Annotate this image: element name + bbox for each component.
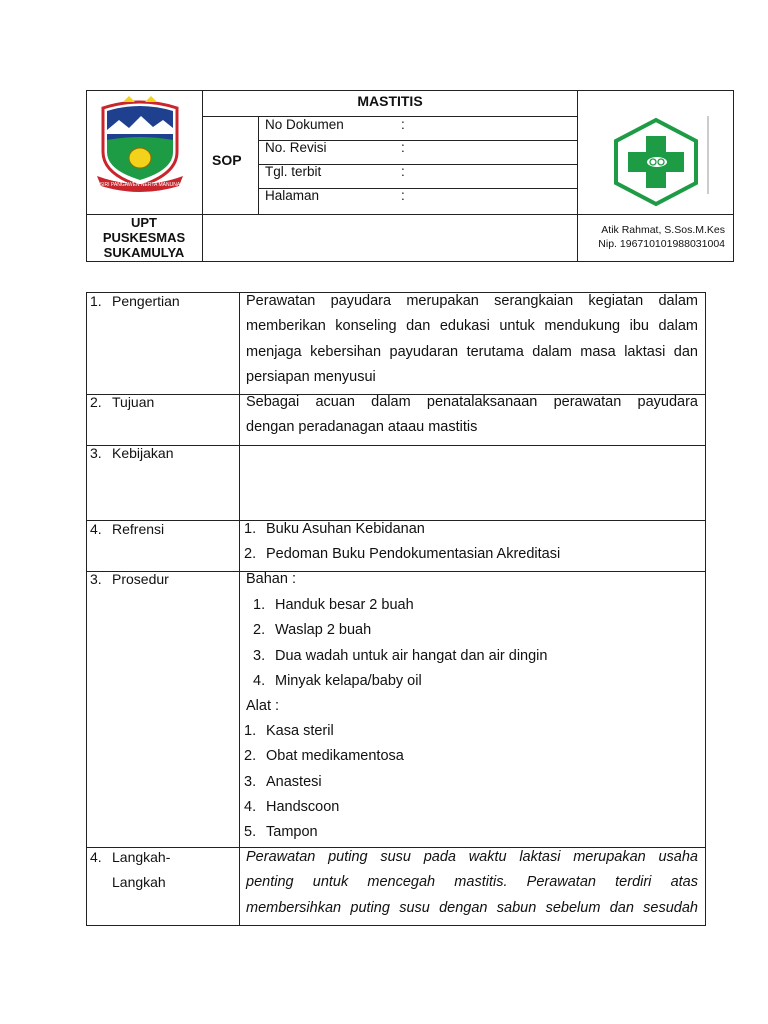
signer-name: Atik Rahmat, S.Sos.M.Kes <box>601 224 725 236</box>
section-pengertian-content <box>246 289 698 390</box>
pengertian-line-3: menjaga kebersihan payudaran terutama dalam masa laktasi dan <box>246 343 698 360</box>
pengertian-line-2: memberikan konseling dan edukasi untuk mendukung ibu dalam <box>246 318 698 335</box>
pengertian-line-4: persiapan menyusui <box>246 368 376 385</box>
list-item: 1. Buku Asuhan Kebidanan <box>244 521 425 537</box>
org-line-1: UPT <box>131 215 157 230</box>
section-langkah-label: 4. Langkah- Langkah <box>90 849 171 890</box>
sop-label: SOP <box>212 152 242 168</box>
meta-tgl-terbit-colon: : <box>401 164 405 179</box>
section-prosedur-label: 3. Prosedur <box>90 571 169 587</box>
section-pengertian-label: 1. Pengertian <box>90 293 180 309</box>
section-langkah-content <box>246 845 698 921</box>
pengertian-line-1: Perawatan payudara merupakan serangkaian kegiatan dalam <box>246 293 698 309</box>
alat-list <box>244 719 404 845</box>
meta-halaman-label: Halaman <box>265 188 320 203</box>
list-item: 4. Minyak kelapa/baby oil <box>253 672 422 689</box>
list-item: 1. Kasa steril <box>244 723 334 739</box>
section-tujuan-label: 2. Tujuan <box>90 394 155 410</box>
tujuan-line-1: Sebagai acuan dalam penatalaksanaan perawatan payudara <box>246 394 698 410</box>
prosedur-content <box>246 567 296 592</box>
langkah-line-2: penting untuk mencegah mastitis. Perawatan terdiri atas <box>246 874 698 891</box>
tujuan-line-2: dengan peradanagan ataau mastitis <box>246 419 478 436</box>
refrensi-list <box>244 517 560 568</box>
signer-block <box>580 223 725 251</box>
org-line-2: PUSKESMAS <box>102 230 186 245</box>
section-tujuan-content <box>246 390 698 441</box>
list-item: 1. Handuk besar 2 buah <box>253 597 414 613</box>
document-title: MASTITIS <box>357 93 423 109</box>
list-item: 2. Pedoman Buku Pendokumentasian Akreditasi <box>244 546 561 563</box>
meta-halaman-colon: : <box>401 188 405 203</box>
signer-nip: Nip. 196710101988031004 <box>598 238 725 250</box>
org-name <box>86 215 202 260</box>
alat-heading: Alat : <box>246 698 280 714</box>
svg-text:SIRI PANGAWEN NERTA MANUNA: SIRI PANGAWEN NERTA MANUNA <box>99 182 181 188</box>
list-item: 2. Obat medikamentosa <box>244 748 404 765</box>
puskesmas-logo <box>608 116 712 208</box>
list-item: 2. Waslap 2 buah <box>253 622 372 639</box>
bahan-list <box>253 593 547 694</box>
regency-emblem <box>93 94 187 194</box>
meta-no-dokumen-colon: : <box>401 117 405 132</box>
bahan-heading: Bahan : <box>246 571 296 587</box>
langkah-line-3: membersihkan puting susu dengan sabun sebelum dan sesudah <box>246 899 698 916</box>
alat-block <box>246 694 279 719</box>
list-item: 3. Dua wadah untuk air hangat dan air dingin <box>253 647 548 664</box>
meta-no-dokumen-label: No Dokumen <box>265 117 344 132</box>
org-line-3: SUKAMULYA <box>103 245 185 260</box>
meta-no-revisi-label: No. Revisi <box>265 140 327 155</box>
meta-tgl-terbit-label: Tgl. terbit <box>265 164 322 179</box>
section-kebijakan-label: 3. Kebijakan <box>90 445 174 461</box>
langkah-line-1: Perawatan puting susu pada waktu laktasi merupakan usaha <box>246 849 698 865</box>
list-item: 5. Tampon <box>244 824 318 841</box>
section-refrensi-label: 4. Refrensi <box>90 521 165 537</box>
list-item: 3. Anastesi <box>244 773 322 790</box>
list-item: 4. Handscoon <box>244 798 340 815</box>
meta-no-revisi-colon: : <box>401 140 405 155</box>
